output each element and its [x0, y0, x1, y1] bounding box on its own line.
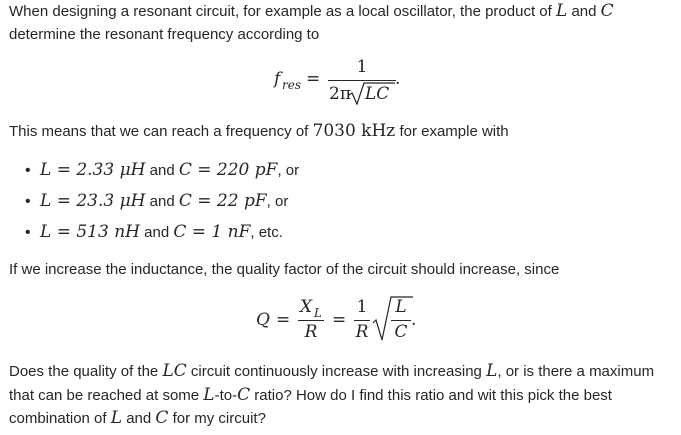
- list-suffix: , or: [277, 162, 300, 179]
- eq1-lhs: f: [274, 69, 281, 89]
- eq2-radicand-denominator: C: [394, 322, 408, 342]
- eq2-reactance: X: [300, 297, 313, 317]
- quality-paragraph: [9, 259, 667, 282]
- inductance-symbol: L: [203, 384, 215, 405]
- eq2-period: .: [411, 310, 417, 330]
- intro-text: When designing a resonant circuit, for example as a local oscillator, the product of: [9, 3, 552, 20]
- eq1-denominator-prefix: 2π: [329, 84, 351, 104]
- conjunction: and: [149, 162, 175, 179]
- capacitance-value: C = 1 nF: [173, 222, 251, 242]
- conjunction: and: [126, 410, 152, 427]
- lc-symbol: LC: [162, 361, 187, 381]
- capacitance-symbol: C: [155, 408, 169, 428]
- list-item: [40, 217, 299, 248]
- eq2-one: 1: [356, 297, 368, 317]
- eq1-equals: =: [306, 69, 321, 89]
- inductance-symbol: L: [110, 408, 123, 428]
- frequency-tail: for example with: [399, 123, 509, 140]
- eq2-equals-1: =: [276, 310, 291, 330]
- frequency-paragraph: [9, 120, 667, 144]
- question-text-c: , or is there a maximum that can be reached at some: [9, 363, 655, 404]
- eq2-fraction-bar-3: [391, 320, 411, 321]
- component-list: [0, 155, 299, 248]
- inductance-symbol: L: [555, 1, 568, 21]
- list-item: [40, 186, 299, 217]
- list-item: [40, 155, 299, 186]
- conjunction: and: [144, 224, 170, 241]
- frequency-text: This means that we can reach a frequency of: [9, 123, 309, 140]
- eq1-radicand: LC: [365, 84, 390, 104]
- question-paragraph: [9, 360, 667, 431]
- intro-paragraph: [9, 0, 667, 46]
- question-text-a: Does the quality of the: [9, 363, 159, 380]
- eq1-period: .: [395, 69, 401, 89]
- conjunction: and: [571, 3, 597, 20]
- inductance-value: L = 2.33 μH: [40, 160, 146, 180]
- eq2-lhs: Q: [256, 310, 270, 330]
- eq2-fraction-bar-2: [354, 320, 370, 321]
- inductance-value: L = 513 nH: [40, 222, 140, 242]
- inductance-value: L = 23.3 μH: [40, 191, 146, 211]
- eq1-numerator: 1: [356, 57, 368, 77]
- list-suffix: , or: [266, 193, 289, 210]
- conjunction: and: [149, 193, 175, 210]
- eq2-resistance-1: R: [304, 322, 318, 342]
- question-text-d: ratio? How do I find this ratio and wit this pick the best combination of: [9, 386, 612, 427]
- question-text-e: for my circuit?: [172, 410, 266, 427]
- eq1-subscript: res: [282, 78, 301, 92]
- capacitance-symbol: C: [600, 1, 614, 21]
- eq1-fraction-bar: [328, 80, 396, 81]
- eq2-equals-2: =: [332, 310, 347, 330]
- intro-text-2: determine the resonant frequency according to: [9, 25, 320, 43]
- eq2-fraction-bar-1: [298, 320, 324, 321]
- eq2-reactance-subscript: L: [314, 306, 322, 320]
- ratio-connector: -to-: [214, 386, 238, 404]
- inductance-symbol: L: [486, 361, 498, 381]
- list-suffix: , etc.: [250, 224, 283, 241]
- capacitance-value: C = 220 pF: [178, 160, 278, 180]
- capacitance-symbol: C: [237, 384, 251, 405]
- eq2-resistance-2: R: [355, 322, 369, 342]
- quality-text: If we increase the inductance, the quality factor of the circuit should increase, since: [9, 261, 560, 278]
- eq2-radicand-numerator: L: [395, 297, 407, 317]
- question-text-b: circuit continuously increase with increasing: [190, 363, 482, 380]
- capacitance-value: C = 22 pF: [178, 191, 267, 211]
- frequency-value: 7030 kHz: [312, 121, 396, 141]
